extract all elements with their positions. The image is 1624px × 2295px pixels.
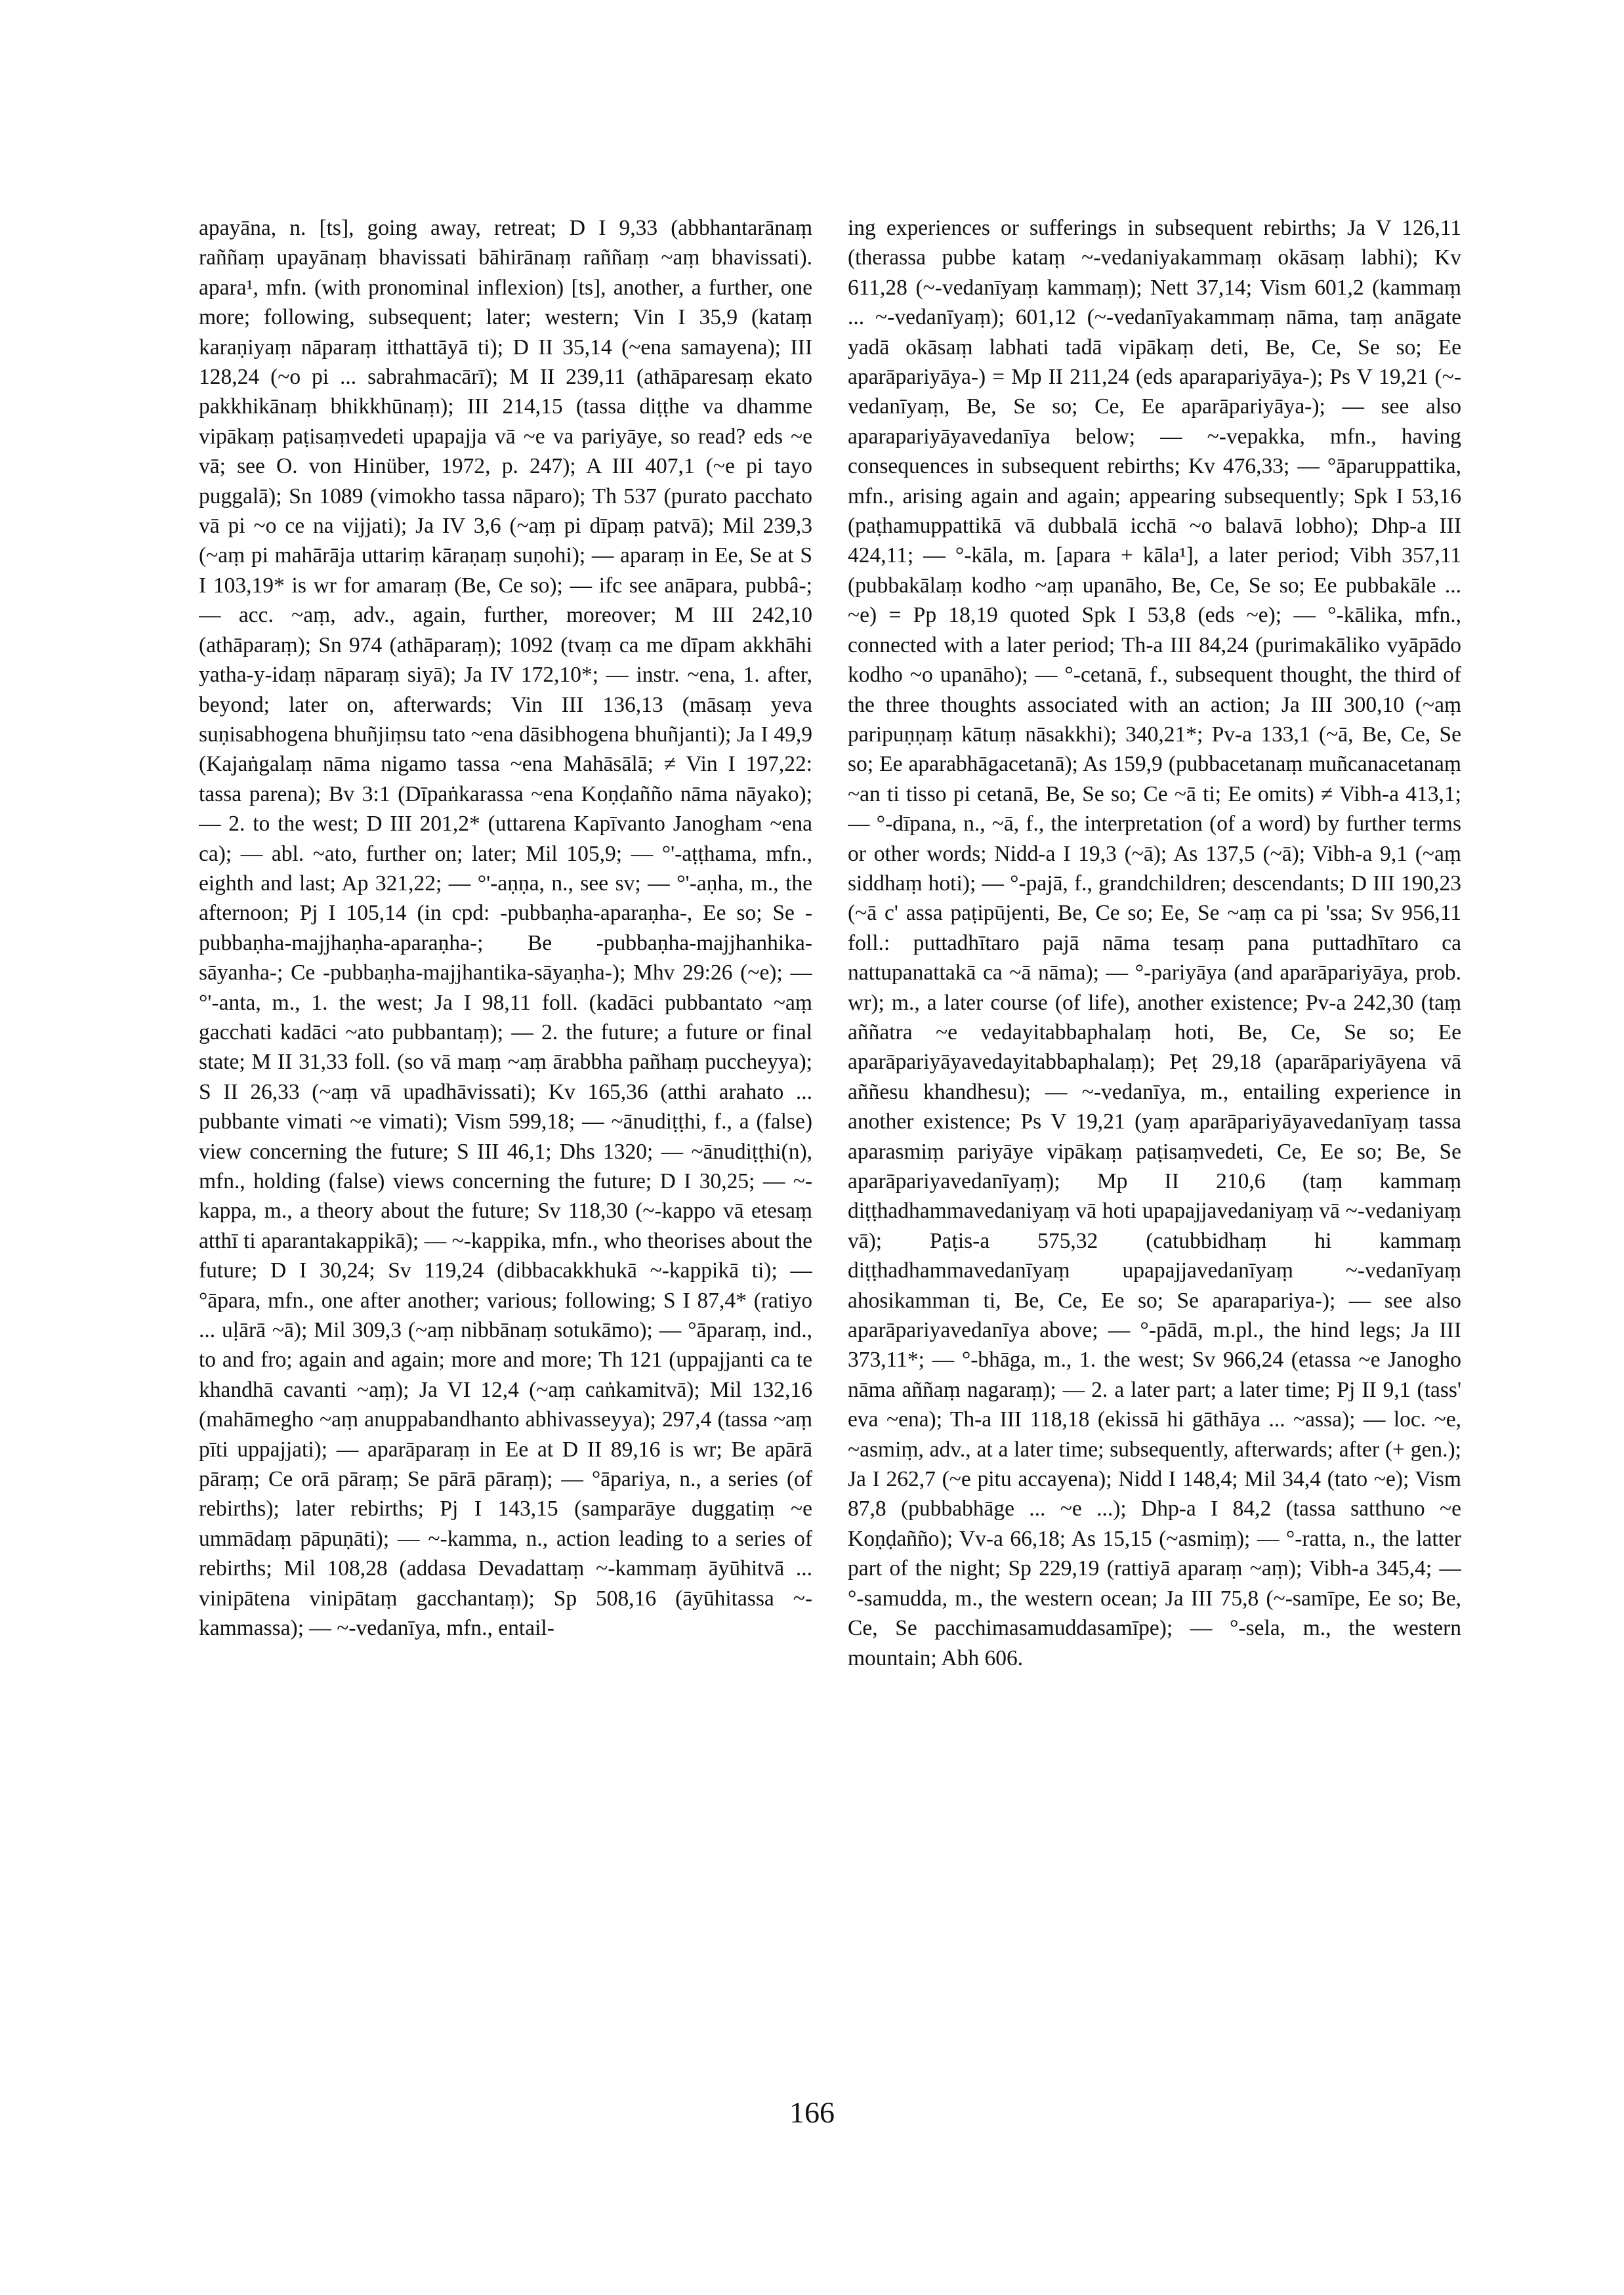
left-column bbox=[199, 213, 812, 2011]
right-column bbox=[848, 213, 1461, 1991]
page-number: 166 bbox=[789, 2096, 835, 2129]
left-column-text: apayāna, n. [ts], going away, retreat; D I 9,33 (abbhantarānaṃ raññaṃ upayānaṃ bhavissati bāhirānaṃ raññaṃ ~aṃ bhavissati). apara¹, mfn. (with pronominal inflexion) [ts], another, a further, one more; following, subsequent; later; western; Vin I 35,9 (kataṃ karaṇiyaṃ nāparaṃ itthattāyā ti); D II 35,14 (~ena samayena); III 128,24 (~o pi ... sabrahmacārī); M II 239,11 (athāparesaṃ ekato pakkhikānaṃ bhikkhūnaṃ); III 214,15 (tassa diṭṭhe va dhamme vipākaṃ paṭisaṃvedeti upapajja vā ~e va pariyāye, so read? eds ~e vā; see O. von Hinüber, 1972, p. 247); A III 407,1 (~e pi tayo puggalā); Sn 1089 (vimokho tassa nāparo); Th 537 (purato pacchato vā pi ~o ce na vijjati); Ja IV 3,6 (~aṃ pi dīpaṃ patvā); Mil 239,3 (~aṃ pi mahārāja uttariṃ kāraṇaṃ suṇohi); — aparaṃ in Ee, Se at S I 103,19* is wr for amaraṃ (Be, Ce so); — ifc see anāpara, pubbâ-; — acc. ~aṃ, adv., again, further, moreover; M III 242,10 (athāparaṃ); Sn 974 (athāparaṃ); 1092 (tvaṃ ca me dīpam akkhāhi yatha-y-idaṃ nāparaṃ siyā); Ja IV 172,10*; — instr. ~ena, 1. after, beyond; later on, afterwards; Vin III 136,13 (māsaṃ yeva suṇisabhogena bhuñjiṃsu tato ~ena dāsibhogena bhuñjanti); Ja I 49,9 (Kajaṅgalaṃ nāma nigamo tassa ~ena Mahāsālā; ≠ Vin I 197,22: tassa parena); Bv 3:1 (Dīpaṅkarassa ~ena Koṇḍañño nāma nāyako); — 2. to the west; D III 201,2* (uttarena Kapīvanto Janogham ~ena ca); — abl. ~ato, further on; later; Mil 105,9; — °'-aṭṭhama, mfn., eighth and last; Ap 321,22; — °'-aṇṇa, n., see sv; — °'-aṇha, m., the afternoon; Pj I 105,14 (in cpd: -pubbaṇha-aparaṇha-, Ee so; Se -pubbaṇha-majjhaṇha-aparaṇha-; Be -pubbaṇha-majjhanhika-sāyanha-; Ce -pubbaṇha-majjhantika-sāyaṇha-); Mhv 29:26 (~e); — °'-anta, m., 1. the west; Ja I 98,11 foll. (kadāci pubbantato ~aṃ gacchati kadāci ~ato pubbantaṃ); — 2. the future; a future or final state; M II 31,33 foll. (so vā maṃ ~aṃ ārabbha pañhaṃ puccheyya); S II 26,33 (~aṃ vā upadhāvissati); Kv 165,36 (atthi arahato ... pubbante vimati ~e vimati); Vism 599,18; — ~ānudiṭṭhi, f., a (false) view concerning the future; S III 46,1; Dhs 1320; — ~ānudiṭṭhi(n), mfn., holding (false) views concerning the future; D I 30,25; — ~-kappa, m., a theory about the future; Sv 118,30 (~-kappo vā etesaṃ atthī ti aparantakappikā); — ~-kappika, mfn., who theorises about the future; D I 30,24; Sv 119,24 (dibbacakkhukā ~-kappikā ti); — °āpara, mfn., one after another; various; following; S I 87,4* (ratiyo ... uḷārā ~ā); Mil 309,3 (~aṃ nibbānaṃ sotukāmo); — °āparaṃ, ind., to and fro; again and again; more and more; Th 121 (uppajjanti ca te khandhā cavanti ~aṃ); Ja VI 12,4 (~aṃ caṅkamitvā); Mil 132,16 (mahāmegho ~aṃ anuppabandhanto abhivasseyya); 297,4 (tassa ~aṃ pīti uppajjati); — aparāparaṃ in Ee at D II 89,16 is wr; Be apārā pāraṃ; Ce orā pāraṃ; Se pārā pāraṃ); — °āpariya, n., a series (of rebirths); later rebirths; Pj I 143,15 (samparāye duggatiṃ ~e ummādaṃ pāpuṇāti); — ~-kamma, n., action leading to a series of rebirths; Mil 108,28 (addasa Devadattaṃ ~-kammaṃ āyūhitvā ... vinipātena vinipātaṃ gacchantaṃ); Sp 508,16 (āyūhitassa ~-kammassa); — ~-vedanīya, mfn., entail- bbox=[199, 216, 812, 1641]
right-column-text: ing experiences or sufferings in subsequent rebirths; Ja V 126,11 (therassa pubbe kataṃ ~-vedaniyakammaṃ okāsaṃ labhi); Kv 611,28 (~-vedanīyaṃ kammaṃ); Nett 37,14; Vism 601,2 (kammaṃ ... ~-vedanīyaṃ); 601,12 (~-vedanīyakammaṃ nāma, taṃ anāgate yadā okāsaṃ labhati tadā vipākaṃ deti, Be, Ce, Se so; Ee aparāpariyāya-) = Mp II 211,24 (eds aparapariyāya-); Ps V 19,21 (~-vedanīyaṃ, Be, Se so; Ce, Ee aparāpariyāya-); — see also aparapariyāyavedanīya below; — ~-vepakka, mfn., having consequences in subsequent rebirths; Kv 476,33; — °āparuppattika, mfn., arising again and again; appearing subsequently; Spk I 53,16 (paṭhamuppattikā vā dubbalā icchā ~o balavā lobho); Dhp-a III 424,11; — °-kāla, m. [apara + kāla¹], a later period; Vibh 357,11 (pubbakālaṃ kodho ~aṃ upanāho, Be, Ce, Se so; Ee pubbakāle ... ~e) = Pp 18,19 quoted Spk I 53,8 (eds ~e); — °-kālika, mfn., connected with a later period; Th-a III 84,24 (purimakāliko vyāpādo kodho ~o upanāho); — °-cetanā, f., subsequent thought, the third of the three thoughts associated with an action; Ja III 300,10 (~aṃ paripuṇṇaṃ kātuṃ nāsakkhi); 340,21*; Pv-a 133,1 (~ā, Be, Ce, Se so; Ee aparabhāgacetanā); As 159,9 (pubbacetanaṃ muñcanacetanaṃ ~an ti tisso pi cetanā, Be, Se so; Ce ~ā ti; Ee omits) ≠ Vibh-a 413,1; — °-dīpana, n., ~ā, f., the interpretation (of a word) by further terms or other words; Nidd-a I 19,3 (~ā); As 137,5 (~ā); Vibh-a 9,1 (~aṃ siddhaṃ hoti); — °-pajā, f., grandchildren; descendants; D III 190,23 (~ā c' assa paṭipūjenti, Be, Ce so; Ee, Se ~aṃ ca pi 'ssa; Sv 956,11 foll.: puttadhītaro pajā nāma tesaṃ pana puttadhītaro ca nattupanattakā ca ~ā nāma); — °-pariyāya (and aparāpariyāya, prob. wr); m., a later course (of life), another existence; Pv-a 242,30 (taṃ aññatra ~e vedayitabbaphalaṃ hoti, Be, Ce, Se so; Ee aparāpariyāyavedayitabbaphalaṃ); Peṭ 29,18 (aparāpariyāyena vā aññesu khandhesu); — ~-vedanīya, m., entailing experience in another existence; Ps V 19,21 (yaṃ aparāpariyāyavedanīyaṃ tassa aparasmiṃ pariyāye vipākaṃ paṭisaṃvedeti, Ce, Ee so; Be, Se aparāpariyavedanīyaṃ); Mp II 210,6 (taṃ kammaṃ diṭṭhadhammavedaniyaṃ vā hoti upapajjavedaniyaṃ vā ~-vedaniyaṃ vā); Paṭis-a 575,32 (catubbidhaṃ hi kammaṃ diṭṭhadhammavedanīyaṃ upapajjavedanīyaṃ ~-vedanīyaṃ ahosikamman ti, Be, Ce, Ee so; Se aparapariya-); — see also aparāpariyavedanīya above; — °-pādā, m.pl., the hind legs; Ja III 373,11*; — °-bhāga, m., 1. the west; Sv 966,24 (etassa ~e Janogho nāma aññaṃ nagaraṃ); — 2. a later part; a later time; Pj II 9,1 (tass' eva ~ena); Th-a III 118,18 (ekissā hi gāthāya ... ~assa); — loc. ~e, ~asmiṃ, adv., at a later time; subsequently, afterwards; after (+ gen.); Ja I 262,7 (~e pitu accayena); Nidd I 148,4; Mil 34,4 (tato ~e); Vism 87,8 (pubbabhāge ... ~e ...); Dhp-a I 84,2 (tassa satthuno ~e Koṇḍañño); Vv-a 66,18; As 15,15 (~asmiṃ); — °-ratta, n., the latter part of the night; Sp 229,19 (rattiyā aparaṃ ~aṃ); Vibh-a 345,4; — °-samudda, m., the western ocean; Ja III 75,8 (~-samīpe, Ee so; Be, Ce, Se pacchimasamuddasamīpe); — °-sela, m., the western mountain; Abh 606. bbox=[848, 216, 1461, 1670]
